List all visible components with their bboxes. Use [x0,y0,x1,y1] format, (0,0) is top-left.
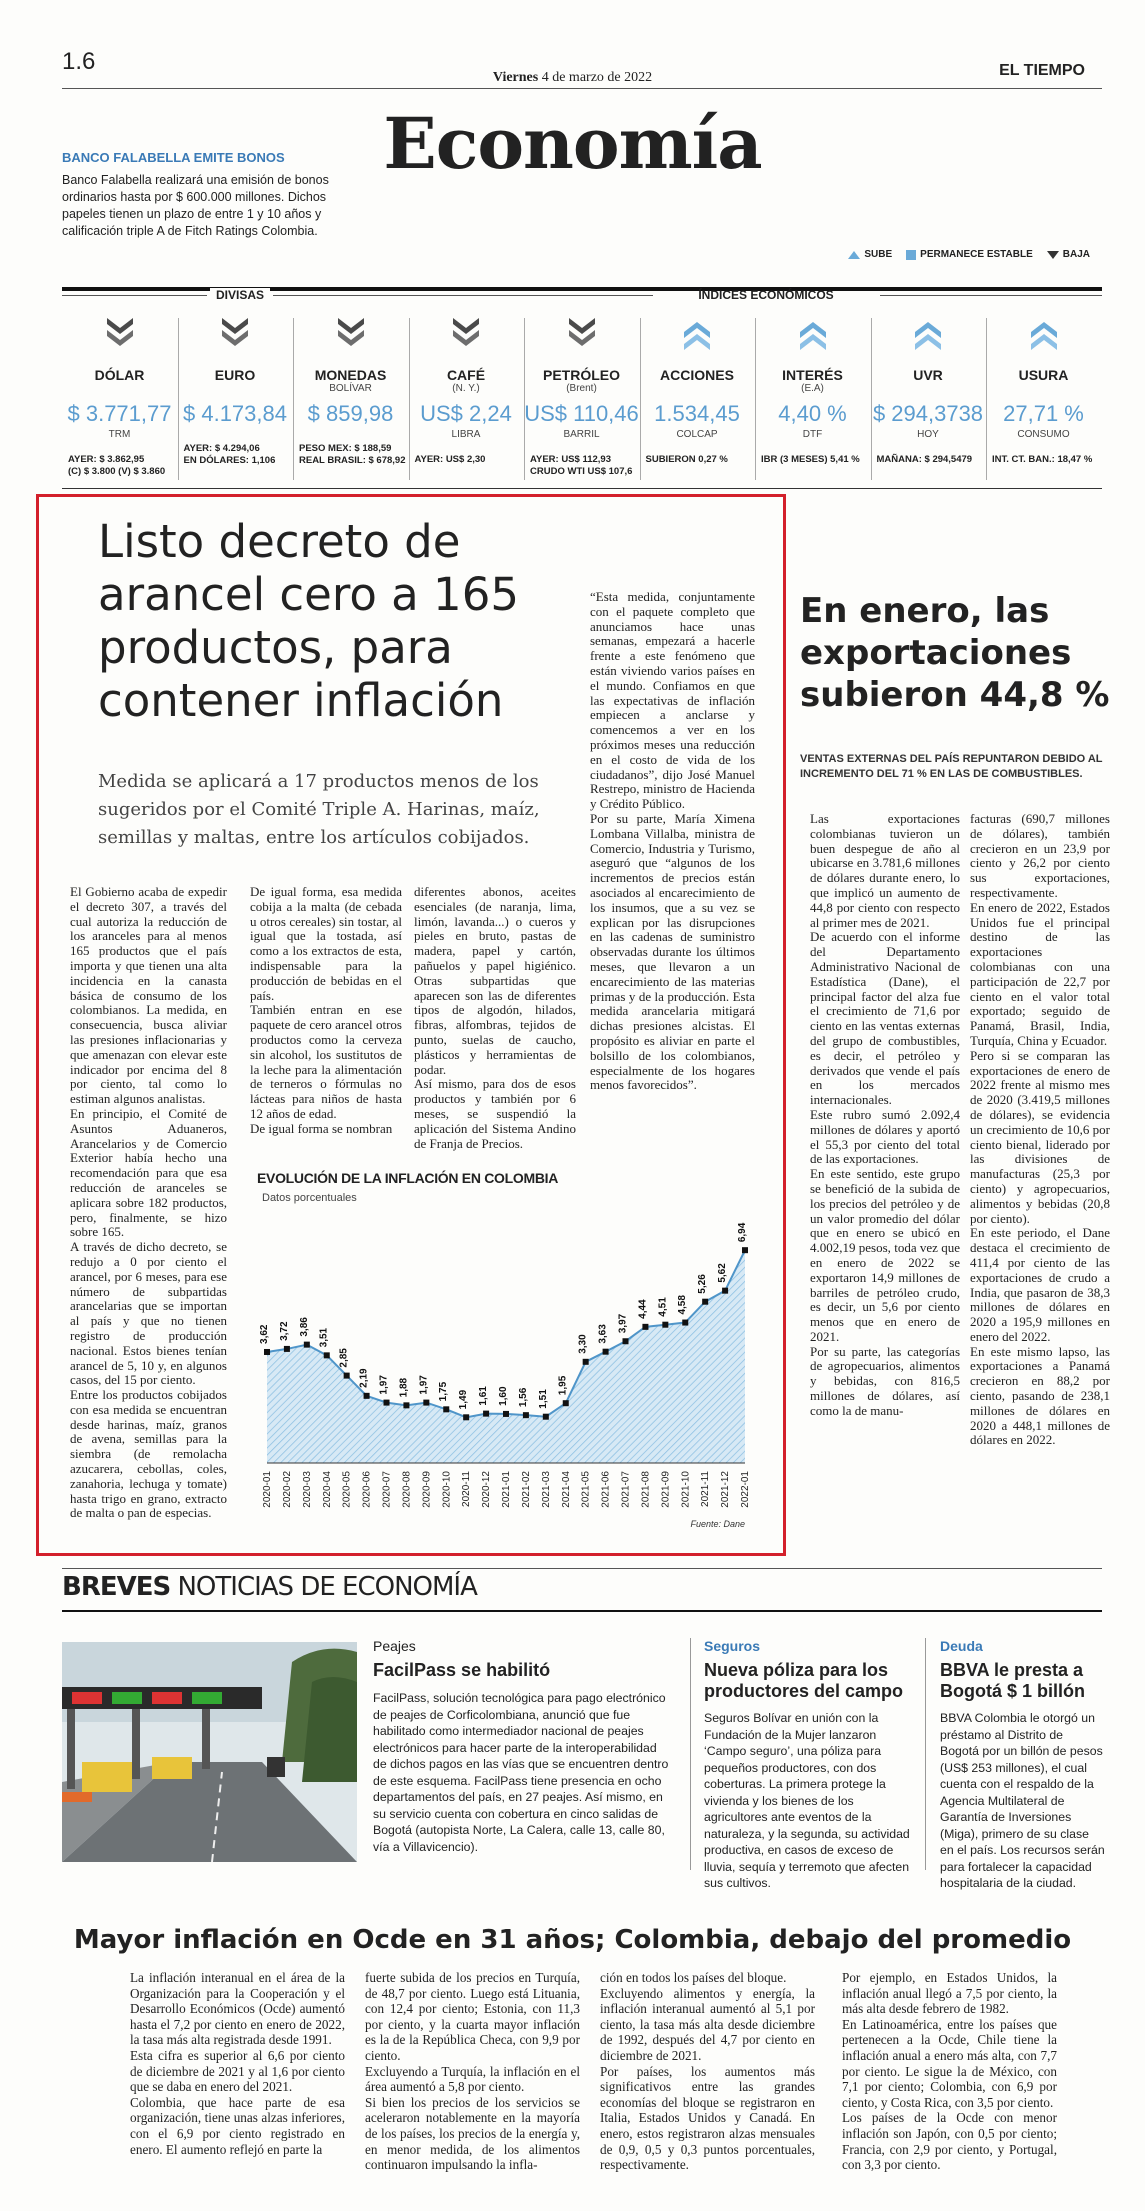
chart-subtitle: Datos porcentuales [262,1192,357,1204]
data-point [563,1400,569,1406]
indicator-label: BARRIL [563,429,600,440]
indicator-sub [178,383,293,395]
chart-source: Fuente: Dane [690,1519,745,1529]
brief3-text: BBVA Colombia le otorgó un préstamo al Distrito de Bogotá por un billón de pesos (US$ 253 millones), el cual cuenta con el respaldo de la Agencia Multilateral de Garantía de Inversiones (Miga), primero de su clase en el país. Los recursos serán para fortalecer la capacidad hospitalaria de la ciudad. [940,1711,1105,1890]
indicator-value: 27,71 % [1003,401,1084,426]
data-label: 3,30 [577,1334,589,1354]
indicator-separator [293,318,294,480]
bottom-column-4: Por ejemplo, en Estados Unidos, la inflación anual llegó a 7,5 por ciento, la más alta desde febrero de 1982. En Latinoamérica, entre los países que pertenecen a la Ocde, Chile tiene la inflación anual a enero más alta, con 7,7 por ciento. Le sigue la de México, con 7,1 por ciento; Colombia, con 6,9 por ciento, y Costa Rica, con 3,5 por ciento. Los países de la Ocde con menor inflación son Japón, con 0,5 por ciento; Francia, con 2,9 por ciento, y Portugal, con 3,3 por ciento. [842,1970,1057,2173]
indicator-sub [640,383,755,395]
indicator-sub [871,383,986,395]
indicator-detail: AYER: US$ 112,93 [530,454,611,465]
x-tick-label: 2021-06 [600,1471,612,1508]
brief2-text: Seguros Bolívar en unión con la Fundación de la Mujer lanzaron ‘Campo seguro’, una póliza para pequeños productores, con dos coberturas. La primera protege la vivienda y los bienes de los agricultores ante eventos de la naturaleza, y la segunda, su actividad productiva, en casos de exceso de lluvia, sequía y terremoto que afecten sus cultivos. [704,1711,910,1890]
group-indices-label: ÍNDICES ECONÓMICOS [698,288,834,302]
data-label: 5,62 [717,1263,729,1283]
indicator-separator [640,318,641,480]
indicator-café [409,310,524,466]
x-tick-label: 2021-07 [620,1471,632,1508]
brief3-headline: BBVA le presta a Bogotá $ 1 billón [940,1660,1086,1701]
data-point [662,1322,668,1328]
date-day: Viernes [492,70,539,85]
data-label: 3,72 [278,1321,290,1341]
data-point [623,1338,629,1344]
x-tick-label: 2021-03 [540,1471,552,1508]
data-label: 1,49 [458,1389,470,1410]
indicators-bottom-rule [62,488,1102,489]
issue-date [0,70,1145,86]
indicator-sub: (Brent) [566,383,597,394]
brief2-headline: Nueva póliza para los productores del campo [704,1660,904,1701]
main-deck: Medida se aplicará a 17 productos menos de los sugeridos por el Comité Triple A. Harinas, maíz, semillas y maltas, entre los artículos cobijados. [98,771,540,848]
brief2-kicker: Seguros [704,1638,761,1654]
x-tick-label: 2021-05 [580,1471,592,1508]
x-tick-label: 2021-04 [560,1471,572,1508]
x-tick-label: 2020-05 [341,1471,353,1508]
data-label: 6,94 [737,1222,748,1243]
breves-title-rest: NOTICIAS DE ECONOMÍA [177,1572,477,1602]
indicator-separator [524,318,525,480]
indicator-value: 1.534,45 [654,401,740,426]
indicator-value: $ 4.173,84 [183,401,287,426]
data-label: 2,19 [358,1368,370,1388]
data-point [503,1411,509,1417]
indicator-uvr [871,310,986,466]
main-column-3: diferentes abonos, aceites esenciales (de naranja, lima, limón, lavanda...) o cueros y pieles en bruto, pastas de madera, papel y cartón, pañuelos y papel higiénico. Otras subpartidas que aparecen son las de diferentes tipos de algodón, hilados, fibras, alfombras, tejidos de punto, suelas de caucho, plásticos y herramientas de podar. Así mismo, para dos de esos productos y también por 6 meses, se suspendió la aplicación del Sistema Andino de Franja de Precios. [414,884,576,1151]
x-tick-label: 2020-11 [461,1471,473,1507]
indicator-detail: IBR (3 MESES) 5,41 % [761,454,860,465]
main-column-1: El Gobierno acaba de expedir el decreto 307, a través del cual autoriza la reducción de los aranceles para al menos 165 productos que el país importa y que tienen una alta incidencia en la canasta básica de consumo de los colombianos. La medida, en consecuencia, busca aliviar las presiones inflacionarias y que amenazan con elevar este indicador por encima del 8 por ciento, tal como lo estiman algunos analistas. En principio, el Comité de Asuntos Aduaneros, Arancelarios y de Comercio Exterior había hecho una recomendación para que esa reducción de aranceles se aplicara sobre 182 productos, pero, finalmente, se hizo sobre 165. A través de dicho decreto, se redujo a 0 por ciento el arancel, por 6 meses, para ese número de subpartidas arancelarias que se importan al país y que no tienen registro de producción nacional. Estos bienes tenían arancel de 5, 10 y, en algunos casos, del 15 por ciento. Entre los productos cobijados con esa medida se encuentran desde harinas, maíz, granos de avena, semillas para la siembra (de remolacha azucarera, cebollas, coles, zanahoria, lechuga y tomate) hasta trigo en grano, extracto de malta o pan de especias. [70,884,227,1521]
indicator-value: $ 294,3738 [872,401,984,426]
main-column-2: De igual forma, esa medida cobija a la malta (de cebada u otros cereales) sin tostar, al igual que la tostada, así como a los extractos de esta, indispensable para la producción de bebidas en el país. También entran en ese paquete de cero arancel otros productos como la cerveza sin alcohol, los sustitutos de la leche para la alimentación de terneros o fórmulas no lácteas para niños de hasta 12 años de edad. De igual forma se nombran [250,884,402,1136]
indicator-detail: REAL BRASIL: $ 678,92 [299,455,406,466]
brief-separator [690,1638,691,1870]
indicator-detail: INT. CT. BAN.: 18,47 % [992,454,1093,465]
indicator-value: US$ 110,46 [524,401,639,426]
data-point [682,1320,688,1326]
data-point [304,1342,310,1348]
x-tick-label: 2020-06 [361,1471,373,1508]
indicator-name: CAFÉ [446,367,486,383]
side-deck: VENTAS EXTERNAS DEL PAÍS REPUNTARON DEBIDO AL INCREMENTO DEL 71 % EN LAS DE COMBUSTIBLES. [800,753,1103,780]
x-tick-label: 2020-12 [481,1471,493,1508]
indicator-label: CONSUMO [1017,429,1070,440]
data-label: 2,85 [338,1348,350,1368]
data-label: 1,60 [498,1386,509,1406]
data-point [523,1412,529,1418]
legend-down: BAJA [1047,249,1090,260]
indicator-detail: MAÑANA: $ 294,5479 [876,454,973,465]
data-point [403,1402,409,1408]
indicator-detail: EN DÓLARES: 1,106 [183,455,276,466]
trend-up-icon [796,316,830,350]
data-label: 4,51 [657,1297,669,1317]
breves-title-bold: BREVES [62,1572,171,1602]
x-tick-label: 2020-04 [321,1471,333,1508]
indicator-detail: CRUDO WTI US$ 107,6 [530,466,633,477]
x-tick-label: 2020-02 [281,1471,293,1508]
brief-separator [925,1638,926,1870]
data-label: 1,61 [478,1386,490,1406]
x-tick-label: 2021-02 [520,1471,532,1508]
data-point [463,1414,469,1420]
data-point [423,1400,429,1406]
data-label: 1,51 [537,1389,549,1409]
x-tick-label: 2020-08 [401,1471,413,1508]
data-point [384,1400,390,1406]
main-headline: Listo decreto de arancel cero a 165 productos, para contener inflación [98,515,519,727]
data-label: 4,58 [677,1295,689,1315]
x-tick-label: 2020-09 [421,1471,433,1508]
page-number: 1.6 [62,48,96,75]
side-headline: En enero, las exportaciones subieron 44,8 % [800,591,1110,715]
data-point [603,1349,609,1355]
indicator-value: US$ 2,24 [420,401,512,426]
data-label: 3,86 [298,1317,310,1337]
group-rule [880,295,1102,296]
data-point [642,1324,648,1330]
indicator-dólar [62,310,177,478]
data-point [284,1346,290,1352]
indicator-separator [755,318,756,480]
bottom-column-2: fuerte subida de los precios en Turquía, de 48,7 por ciento. Luego está Lituania, con 12,4 por ciento; Estonia, con 11,3 por ciento, y la cuarta mayor inflación es la de la República Checa, con 9,9 por ciento. Excluyendo a Turquía, la inflación en el área aumentó a 5,8 por ciento. Si bien los precios de los servicios se aceleraron notablemente en la mayoría de los países, los precios de la energía y, en menor medida, de los alimentos continuaron impulsando la infla- [365,1970,580,2173]
indicator-sub [986,383,1101,395]
indicator-name: DÓLAR [94,367,145,383]
indicator-label: TRM [108,429,131,440]
data-point [583,1359,589,1365]
indicator-name: USURA [1018,367,1069,383]
indicator-separator [409,318,410,480]
x-tick-label: 2021-11 [700,1471,712,1507]
trend-down-icon [449,316,483,350]
data-label: 4,44 [637,1299,649,1319]
data-label: 3,63 [597,1324,609,1344]
x-tick-label: 2021-12 [720,1471,732,1508]
brief1-text: FacilPass, solución tecnológica para pago electrónico de peajes de Corficolombiana, anunció que fue habilitado como intermediador nacional de peajes electrónicos para hacer parte de la interoperabilidad de dichos pagos en las vías que se encuentren dentro de este esquema. FacilPass tiene presencia en ocho departamentos del país, en 27 peajes. Así mismo, en su servicio cuenta con cobertura en cinco salidas de Bogotá (autopista Norte, La Calera, calle 13, calle 80, vía a Villavicencio). [373,1691,669,1854]
data-label: 1,56 [517,1387,529,1408]
indicator-name: UVR [913,367,943,383]
stable-square-icon [906,250,916,260]
trend-down-icon [218,316,252,350]
indicator-value: 4,40 % [778,401,847,426]
x-tick-label: 2020-01 [262,1471,273,1508]
data-point [483,1411,489,1417]
data-label: 1,97 [378,1375,390,1395]
chart-title: EVOLUCIÓN DE LA INFLACIÓN EN COLOMBIA [257,1170,559,1186]
data-point [443,1406,449,1412]
indicator-interés [755,310,870,466]
x-tick-label: 2020-07 [381,1471,393,1508]
data-point [543,1414,549,1420]
indicator-detail: AYER: US$ 2,30 [414,454,486,465]
indicator-detail: PESO MEX: $ 188,59 [299,443,392,454]
side-column-1: Las exportaciones colombianas tuvieron un buen despegue de año al ubicarse en 3.781,6 millones de dólares durante enero, lo que implicó un aumento de 44,8 por ciento con respecto al primer mes de 2021. De acuerdo con el informe del Departamento Administrativo Nacional de Estadística (Dane), el principal factor del alza fue el crecimiento de 71,6 por ciento en las ventas externas del grupo de combustibles, es decir, el petróleo y derivados que vende el país en los mercados internacionales. Este rubro sumó 2.092,4 millones de dólares y aportó el 55,3 por ciento del total de las exportaciones. En este sentido, este grupo se benefició de la subida de los precios del petróleo y de un valor promedio del dólar que en enero se ubicó en 4.002,19 pesos, toda vez que en enero de 2022 se exportaron 14,9 millones de barriles de petróleo crudo, es decir, un 5,6 por ciento menos que en enero de 2021. Por su parte, las categorías de agropecuarios, alimentos y bebidas, con 816,5 millones de dólares, así como la de manu- [810,811,960,1418]
trend-up-icon [911,316,945,350]
indicator-detail: AYER: $ 4.294,06 [183,443,260,454]
newspaper-brand: EL TIEMPO [999,62,1085,79]
data-point [364,1393,370,1399]
x-tick-label: 2021-08 [640,1471,652,1508]
indicator-sub: (E.A) [801,383,824,394]
top-brief-title: BANCO FALABELLA EMITE BONOS [62,150,285,165]
down-arrow-icon [1047,251,1059,259]
trend-up-icon [1027,316,1061,350]
data-label: 1,88 [398,1377,410,1398]
indicator-acciones [640,310,755,466]
trend-down-icon [565,316,599,350]
x-tick-label: 2021-10 [680,1471,692,1508]
indicator-euro [178,310,293,467]
data-label: 1,95 [557,1375,569,1396]
indicator-separator [871,318,872,480]
indicator-value: $ 859,98 [307,401,394,426]
bottom-column-3: ción en todos los países del bloque. Excluyendo alimentos y energía, la inflación interanual aumentó al 5,1 por ciento, la tasa más alta desde diciembre de 1992, después del 4,7 por ciento en diciembre de 2021. Por países, los aumentos más significativos entre las grandes economías del bloque se registraron en Italia, Estados Unidos y Canadá. En enero, estos registraron alzas mensuales de 0,9, 0,5 y 0,3 puntos porcentuales, respectivamente. [600,1970,815,2173]
data-label: 1,97 [418,1375,430,1395]
indicator-detail: SUBIERON 0,27 % [645,454,728,465]
main-column-4: “Esta medida, conjuntamente con el paquete completo que anunciamos hace unas semanas, empezará a hacerle frente a este fenómeno que están viviendo varios países en el mundo. Confiamos en que las expectativas de inflación empiecen a anclarse y comencemos a ver en los próximos meses una reducción en el costo de vida de los ciudadanos”, dijo José Manuel Restrepo, ministro de Hacienda y Crédito Público. Por su parte, María Ximena Lombana Villalba, ministra de Comercio, Industria y Turismo, aseguró que “algunos de los incrementos de precios están asociados al encarecimiento de los insumos, que a su vez se explican por las disrupciones en las cadenas de suministro observadas durante los últimos meses, que llevaron a un encarecimiento de las materias primas y de la producción. Esta medida arancelaria mitigará dichas presiones alcistas. El propósito es aliviar en parte el bolsillo de los colombianos, especialmente de los hogares menos favorecidos”. [590,589,755,1093]
x-tick-label: 2021-01 [501,1471,512,1508]
trend-down-icon [334,316,368,350]
top-brief-text: Banco Falabella realizará una emisión de bonos ordinarios hasta por $ 600.000 millones. Dichos papeles tienen un plazo de entre 1 y 10 años y calificación triple A de Fitch Ratings Colombia. [62,173,329,238]
trend-legend [848,249,1090,260]
indicator-separator [986,318,987,480]
data-label: 3,62 [259,1324,270,1344]
indicator-sub: BOLÍVAR [329,383,372,394]
data-label: 3,51 [318,1327,330,1348]
data-point [742,1247,748,1253]
data-point [344,1373,350,1379]
bottom-headline: Mayor inflación en Ocde en 31 años; Colombia, debajo del promedio [73,1925,1072,1955]
x-tick-label: 2022-01 [740,1471,751,1508]
indicator-name: INTERÉS [782,367,843,383]
toll-booth-photo [62,1642,357,1862]
data-point [264,1349,270,1355]
indicator-value: $ 3.771,77 [67,401,172,426]
indicator-name: PETRÓLEO [542,367,620,383]
indicator-name: ACCIONES [660,367,734,383]
brief3-kicker: Deuda [940,1638,983,1654]
side-column-2: facturas (690,7 millones de dólares), también crecieron en un 23,9 por ciento y 26,2 por ciento sus exportaciones, respectivamente. En enero de 2022, Estados Unidos fue el principal destino de las exportaciones colombianas con una participación de 22,7 por ciento en el valor total exportado; seguido de Panamá, Brasil, India, Turquía, China y Ecuador. Pero si se comparan las exportaciones de enero de 2022 frente al mismo mes de 2020 (3.419,5 millones de dólares), se evidencia un crecimiento de 10,6 por ciento bienal, liderado por las divisiones de manufacturas (25,3 por ciento) y agropecuarios, alimentos y bebidas (20,8 por ciento). En este periodo, el Dane destaca el crecimiento de 411,4 por ciento de las exportaciones de crudo a India, que pasaron de 38,3 millones de dólares en 2020 a 195,9 millones en enero del 2022. En este mismo lapso, las exportaciones a Panamá crecieron en 88,2 por ciento, pasando de 238,1 millones de dólares en 2020 a 448,1 millones de dólares en 2022. [970,811,1110,1448]
indicator-name: MONEDAS [314,367,387,383]
indicator-separator [178,318,179,480]
up-arrow-icon [848,251,860,259]
brief1-kicker: Peajes [373,1638,416,1654]
date-rest: 4 de marzo de 2022 [541,70,653,85]
data-point [722,1288,728,1294]
indicator-sub [62,383,177,395]
data-label: 5,26 [697,1274,709,1294]
x-tick-label: 2021-09 [660,1471,672,1508]
section-title: Economía [383,102,762,185]
breves-title [62,1572,477,1602]
trend-down-icon [103,316,137,350]
indicator-usura [986,310,1101,466]
trend-up-icon [680,316,714,350]
indicator-label: HOY [917,429,939,440]
indicator-sub: (N. Y.) [452,383,480,394]
group-rule [62,295,207,296]
indicator-monedas [293,310,408,467]
legend-up: SUBE [848,249,892,260]
indicator-label: DTF [802,429,823,440]
data-label: 3,97 [617,1313,629,1334]
inflation-chart [255,1205,760,1540]
group-divisas-label: DIVISAS [210,288,270,302]
x-tick-label: 2020-03 [301,1471,313,1508]
indicator-petróleo [524,310,639,478]
x-tick-label: 2020-10 [441,1471,453,1508]
indicator-label: LIBRA [451,429,481,440]
group-rule [273,295,653,296]
indicator-detail: AYER: $ 3.862,95 [68,454,145,465]
data-label: 1,75 [438,1381,450,1402]
breves-top-rule [62,1568,1102,1569]
data-point [324,1352,330,1358]
header-rule [62,88,1102,89]
indicator-detail: (C) $ 3.800 (V) $ 3.860 [68,466,166,477]
indicator-name: EURO [214,367,256,383]
indicator-label: COLCAP [676,429,718,440]
data-point [702,1299,708,1305]
brief1-headline: FacilPass se habilitó [373,1660,551,1680]
bottom-column-1: La inflación interanual en el área de la Organización para la Cooperación y el Desarrollo Económicos (Ocde) aumentó hasta el 7,2 por ciento en enero de 2022, la tasa más alta registrada desde 1991. Esta cifra es superior al 6,6 por ciento de diciembre de 2021 y al 1,6 por ciento que se daba en enero del 2021. Colombia, que hace parte de esa organización, tiene unas alzas inferiores, con el 6,9 por ciento registrado en enero. El aumento reflejó en parte la [130,1970,345,2157]
legend-stable: PERMANECE ESTABLE [906,249,1033,260]
breves-bottom-rule [62,1610,1102,1612]
